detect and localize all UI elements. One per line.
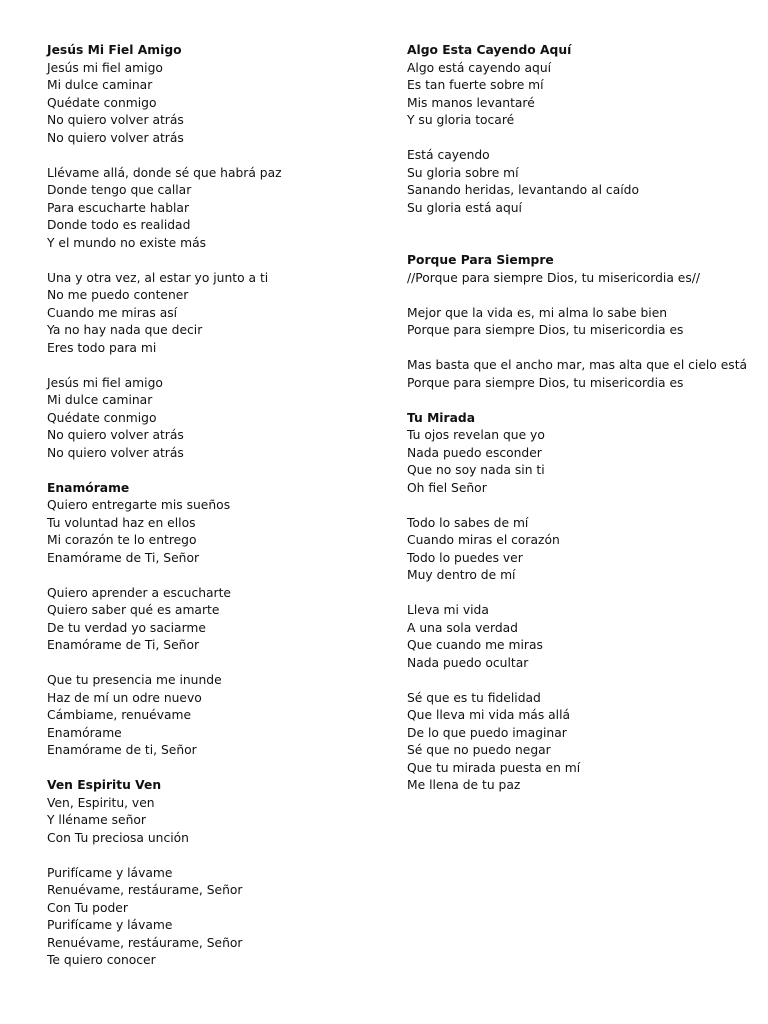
song-title: Algo Esta Cayendo Aquí xyxy=(407,43,572,57)
lyric-line: Sanando heridas, levantando al caído xyxy=(407,183,639,197)
lyric-line: Ven, Espiritu, ven xyxy=(47,795,155,810)
lyric-line: Su gloria sobre mí xyxy=(407,165,519,180)
lyric-line: No quiero volver atrás xyxy=(47,130,184,145)
lyric-line: Muy dentro de mí xyxy=(407,568,516,582)
lyric-line: Todo lo sabes de mí xyxy=(407,515,529,530)
lyric-line: Y el mundo no existe más xyxy=(47,235,207,250)
stanza xyxy=(47,795,417,848)
song-tu-mirada xyxy=(407,410,757,795)
lyric-line: Donde todo es realidad xyxy=(47,218,191,232)
stanza xyxy=(407,427,757,497)
lyric-line: Nada puedo ocultar xyxy=(407,655,529,670)
lyric-line: Que tu presencia me inunde xyxy=(47,673,222,687)
lyric-line: Tu voluntad haz en ellos xyxy=(47,515,196,530)
song-algo-esta-cayendo-aqui xyxy=(407,42,757,217)
lyric-line: Quédate conmigo xyxy=(47,410,157,425)
lyric-line: Que tu mirada puesta en mí xyxy=(407,760,581,775)
stanza xyxy=(47,672,417,760)
lyric-line: Mas basta que el ancho mar, mas alta que el cielo está xyxy=(407,358,748,372)
stanza xyxy=(407,357,757,392)
stanza xyxy=(407,305,757,340)
lyric-line: Oh fiel Señor xyxy=(407,480,487,495)
stanza xyxy=(47,165,417,253)
spacer xyxy=(407,235,757,253)
lyric-line: Mejor que la vida es, mi alma lo sabe bien xyxy=(407,305,668,320)
lyric-line: Que no soy nada sin ti xyxy=(407,463,545,477)
lyric-line: Todo lo puedes ver xyxy=(407,550,523,565)
lyric-line: Quédate conmigo xyxy=(47,95,157,110)
lyric-line: Está cayendo xyxy=(407,148,490,162)
stanza xyxy=(407,602,757,672)
lyric-line: No me puedo contener xyxy=(47,288,189,302)
left-column xyxy=(47,42,417,987)
lyric-line: Sé que es tu fidelidad xyxy=(407,690,541,705)
lyric-line: Me llena de tu paz xyxy=(407,778,521,792)
song-title: Jesús Mi Fiel Amigo xyxy=(47,43,182,57)
lyric-line: Enamórame de Ti, Señor xyxy=(47,638,200,652)
lyric-line: Algo está cayendo aquí xyxy=(407,60,552,75)
lyric-line: Su gloria está aquí xyxy=(407,200,522,215)
lyric-line: Quiero entregarte mis sueños xyxy=(47,498,231,512)
lyric-line: Y lléname señor xyxy=(47,813,146,827)
lyric-line: Enamórame de ti, Señor xyxy=(47,743,197,757)
lyric-line: Sé que no puedo negar xyxy=(407,743,551,757)
lyric-line: Porque para siempre Dios, tu misericordia es xyxy=(407,375,684,390)
song-enamorame xyxy=(47,480,417,760)
lyric-line: Llévame allá, donde sé que habrá paz xyxy=(47,165,282,180)
lyric-line: Haz de mí un odre nuevo xyxy=(47,690,202,705)
lyric-line: Eres todo para mi xyxy=(47,340,157,355)
stanza xyxy=(407,515,757,585)
lyric-line: De tu verdad yo saciarme xyxy=(47,620,206,635)
stanza xyxy=(407,147,757,217)
song-title: Porque Para Siempre xyxy=(407,253,554,267)
lyric-line: Cámbiame, renuévame xyxy=(47,708,192,722)
lyric-line: Mi dulce caminar xyxy=(47,393,153,407)
lyric-line: Tu ojos revelan que yo xyxy=(407,428,545,442)
lyric-line: Para escucharte hablar xyxy=(47,200,190,215)
lyric-line: Renuévame, restáurame, Señor xyxy=(47,935,243,950)
stanza xyxy=(407,690,757,795)
song-ven-espiritu-ven xyxy=(47,777,417,970)
lyric-line: Mis manos levantaré xyxy=(407,95,535,110)
stanza xyxy=(47,270,417,358)
lyric-line: Jesús mi fiel amigo xyxy=(47,60,163,75)
lyric-line: Quiero saber qué es amarte xyxy=(47,603,220,617)
lyric-line: Con Tu preciosa unción xyxy=(47,830,189,845)
stanza xyxy=(407,270,757,288)
lyric-line: Enamórame xyxy=(47,725,122,740)
song-porque-para-siempre xyxy=(407,252,757,392)
stanza xyxy=(47,497,417,567)
lyric-line: Es tan fuerte sobre mí xyxy=(407,78,544,92)
lyric-line: Ya no hay nada que decir xyxy=(47,323,203,337)
lyric-line: De lo que puedo imaginar xyxy=(407,725,567,740)
lyric-line: Lleva mi vida xyxy=(407,603,489,617)
song-title: Tu Mirada xyxy=(407,410,475,425)
lyric-line: Mi corazón te lo entrego xyxy=(47,533,197,547)
lyric-line: Una y otra vez, al estar yo junto a ti xyxy=(47,270,269,285)
lyric-line: Te quiero conocer xyxy=(47,953,156,967)
song-title: Ven Espiritu Ven xyxy=(47,778,162,792)
lyric-line: Donde tengo que callar xyxy=(47,183,192,197)
lyric-line: Nada puedo esconder xyxy=(407,445,542,460)
lyric-line: Renuévame, restáurame, Señor xyxy=(47,883,243,897)
song-jesus-mi-fiel-amigo xyxy=(47,42,417,462)
stanza xyxy=(47,375,417,463)
lyric-line: Quiero aprender a escucharte xyxy=(47,585,231,600)
lyric-line: No quiero volver atrás xyxy=(47,428,184,442)
lyric-line: Jesús mi fiel amigo xyxy=(47,375,163,390)
lyric-line: Que cuando me miras xyxy=(407,638,543,652)
lyric-line: Purifícame y lávame xyxy=(47,918,173,932)
lyric-line: Purifícame y lávame xyxy=(47,865,173,880)
lyric-line: Y su gloria tocaré xyxy=(407,113,515,127)
stanza xyxy=(407,60,757,130)
stanza xyxy=(47,865,417,970)
stanza xyxy=(47,585,417,655)
right-column xyxy=(407,42,757,812)
lyric-line: Mi dulce caminar xyxy=(47,78,153,92)
lyric-line: Que lleva mi vida más allá xyxy=(407,708,571,722)
lyric-line: Porque para siempre Dios, tu misericordia es xyxy=(407,323,684,337)
lyric-line: Enamórame de Ti, Señor xyxy=(47,550,200,565)
lyric-line: No quiero volver atrás xyxy=(47,445,184,460)
lyric-line: A una sola verdad xyxy=(407,620,518,635)
lyric-line: Cuando me miras así xyxy=(47,305,178,320)
stanza xyxy=(47,60,417,148)
song-title: Enamórame xyxy=(47,480,130,495)
lyric-line: //Porque para siempre Dios, tu misericordia es// xyxy=(407,270,701,285)
lyric-line: Con Tu poder xyxy=(47,900,128,915)
lyric-line: No quiero volver atrás xyxy=(47,113,184,127)
lyric-line: Cuando miras el corazón xyxy=(407,533,560,547)
